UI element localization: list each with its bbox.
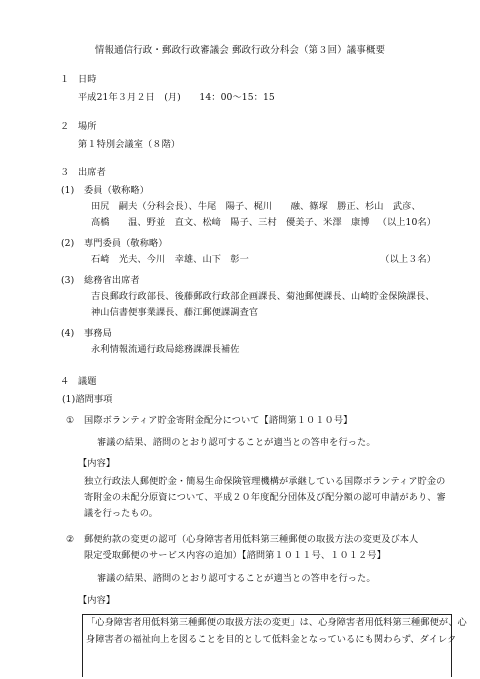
item-2-content-line-2: 身障害者の福祉向上を図ることを目的として低料金となっているにも関わらず、ダイレク — [86, 634, 457, 645]
item-1-content-label: 【内容】 — [78, 458, 116, 469]
attendees-3-line-1: 吉良郵政行政部長、後藤郵政行政部企画課長、菊池郵便課長、山崎貯金保険課長、 — [91, 291, 435, 302]
item-2-title-line-1: 郵便約款の変更の認可（心身障害者用低料第三種郵便の取扱方法の変更及び本人 — [84, 534, 419, 545]
attendees-3-line-2: 神山信書便事業課長、藤江郵便課調査官 — [91, 307, 259, 318]
section-3-heading: 出席者 — [78, 167, 106, 178]
item-1-content-line-1: 独立行政法人郵便貯金・簡易生命保険管理機構が承継している国際ボランティア貯金の — [84, 476, 446, 487]
item-2-title-line-2: 限定受取郵便のサービス内容の追加）【諮問第１０１１号、１０１２号】 — [84, 550, 386, 561]
attendees-2-line-1: 石崎 光夫、今川 幸雄、山下 彰一 — [91, 254, 249, 265]
attendees-1-number: (1) — [61, 185, 75, 196]
attendees-1-count: （以上10名） — [377, 217, 436, 228]
attendees-2-number: (2) — [61, 238, 75, 249]
attendees-4-number: (4) — [61, 328, 75, 339]
attendees-4-heading: 事務局 — [84, 328, 112, 339]
attendees-2-heading: 専門委員（敬称略） — [84, 238, 168, 249]
attendees-1-line-1: 田尻 嗣夫（分科会長）、牛尾 陽子、梶川 融、篠塚 勝正、杉山 武彦、 — [91, 201, 421, 212]
item-1-result: 審議の結果、諮問のとおり認可することが適当との答申を行った。 — [97, 437, 376, 448]
attendees-4-line-1: 永利情報流通行政局総務課課長補佐 — [91, 344, 240, 355]
attendees-1-line-2: 高橋 温、野並 直文、松﨑 陽子、三村 優美子、米澤 康博 — [91, 217, 370, 228]
section-4-number: ４ — [60, 376, 70, 387]
item-2-content-line-1: 「心身障害者用低料第三種郵便の取扱方法の変更」は、心身障害者用低料第三種郵便が、心 — [86, 617, 467, 628]
item-1-content-line-2: 寄附金の未配分原資について、平成２０年度配分団体及び配分額の認可申請があり、審 — [84, 492, 446, 503]
item-1-number: ① — [66, 415, 75, 426]
attendees-1-heading: 委員（敬称略） — [84, 185, 150, 196]
item-1-title: 国際ボランティア貯金寄附金配分について【諮問第１０１０号】 — [84, 415, 353, 426]
section-2-heading: 場所 — [78, 121, 97, 132]
attendees-3-heading: 総務省出席者 — [84, 275, 140, 286]
attendees-2-count: （以上３名） — [380, 254, 436, 265]
section-1-number: １ — [60, 74, 70, 85]
item-2-result: 審議の結果、諮問のとおり認可することが適当との答申を行った。 — [97, 573, 376, 584]
item-2-number: ② — [66, 534, 75, 545]
section-2-number: ２ — [60, 121, 70, 132]
section-1-heading: 日時 — [78, 74, 97, 85]
item-1-content-line-3: 議を行ったもの。 — [84, 508, 158, 519]
attendees-3-number: (3) — [61, 275, 75, 286]
section-4-heading: 議題 — [78, 376, 97, 387]
item-2-content-label: 【内容】 — [78, 595, 116, 606]
section-1-body: 平成21年３月２日 (月) 14：00～15：15 — [78, 92, 275, 103]
section-3-number: ３ — [60, 167, 70, 178]
section-2-body: 第１特別会議室（８階） — [78, 139, 181, 150]
agenda-subheading: (1)諮問事項 — [62, 394, 113, 405]
document-title: 情報通信行政・郵政行政審議会 郵政行政分科会（第３回）議事概要 — [94, 45, 386, 56]
